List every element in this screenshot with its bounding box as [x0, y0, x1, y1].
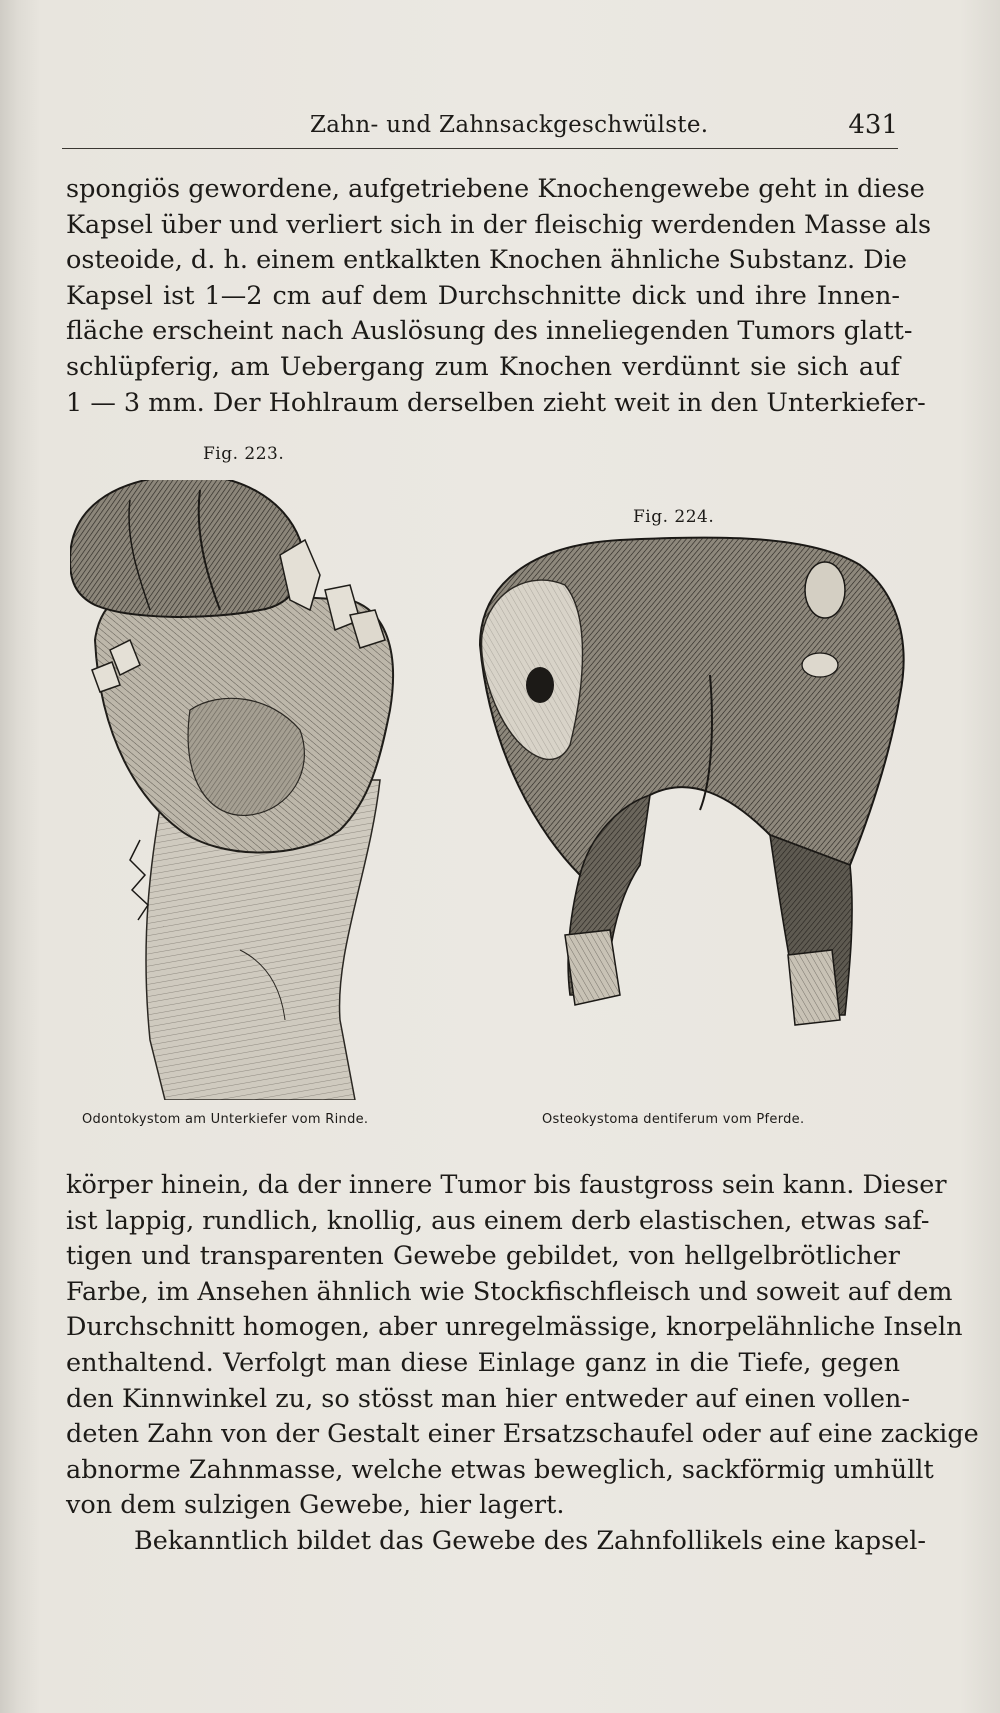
text-line: 1 — 3 mm. Der Hohlraum derselben zieht weit in den Unterkiefer-	[66, 387, 926, 418]
text-line: körper hinein, da der innere Tumor bis faustgross sein kann. Dieser	[66, 1170, 947, 1200]
text-line: Durchschnitt homogen, aber unregelmässige, knorpelähnliche Inseln	[66, 1312, 963, 1343]
text-line: schlüpferig, am Uebergang zum Knochen verdünnt sie sich auf	[66, 351, 900, 382]
text-line: fläche erscheint nach Auslösung des inneliegenden Tumors glatt-	[66, 316, 913, 347]
figure-223-engraving	[70, 480, 435, 1100]
text-line: ist lappig, rundlich, knollig, aus einem derb elastischen, etwas saf-	[66, 1205, 930, 1236]
running-title: Zahn- und Zahnsackgeschwülste.	[310, 112, 709, 138]
text-line: Bekanntlich bildet das Gewebe des Zahnfollikels eine kapsel-	[134, 1525, 927, 1556]
text-line: abnorme Zahnmasse, welche etwas beweglich, sackförmig umhüllt	[66, 1454, 934, 1485]
jaw-cyst-illustration	[70, 480, 435, 1100]
text-line: spongiös gewordene, aufgetriebene Knochengewebe geht in diese	[66, 174, 925, 204]
text-line: von dem sulzigen Gewebe, hier lagert.	[66, 1490, 565, 1521]
text-line: deten Zahn von der Gestalt einer Ersatzschaufel oder auf eine zackige	[66, 1419, 979, 1450]
text-line: Kapsel ist 1—2 cm auf dem Durchschnitte dick und ihre Innen-	[66, 280, 900, 311]
figure-224-engraving	[470, 535, 910, 1100]
paragraph-top	[66, 172, 932, 421]
text-line: Farbe, im Ansehen ähnlich wie Stockfischfleisch und soweit auf dem	[66, 1276, 953, 1307]
text-line: den Kinnwinkel zu, so stösst man hier entweder auf einen vollen-	[66, 1383, 910, 1414]
page-number: 431	[848, 110, 898, 140]
figure-224-caption: Osteokystoma dentiferum vom Pferde.	[542, 1112, 805, 1127]
figure-223-caption: Odontokystom am Unterkiefer vom Rinde.	[82, 1112, 369, 1127]
figure-224-label: Fig. 224.	[633, 507, 715, 527]
running-header	[62, 108, 898, 149]
horse-jaw-illustration	[470, 535, 910, 1100]
text-line: tigen und transparenten Gewebe gebildet, von hellgelbrötlicher	[66, 1241, 900, 1272]
paragraph-bottom	[66, 1168, 979, 1560]
text-line: osteoide, d. h. einem entkalkten Knochen ähnliche Substanz. Die	[66, 245, 907, 276]
text-line: Kapsel über und verliert sich in der fleischig werdenden Masse als	[66, 209, 932, 240]
text-line: enthaltend. Verfolgt man diese Einlage ganz in die Tiefe, gegen	[66, 1347, 900, 1378]
figure-223-label: Fig. 223.	[203, 444, 285, 464]
